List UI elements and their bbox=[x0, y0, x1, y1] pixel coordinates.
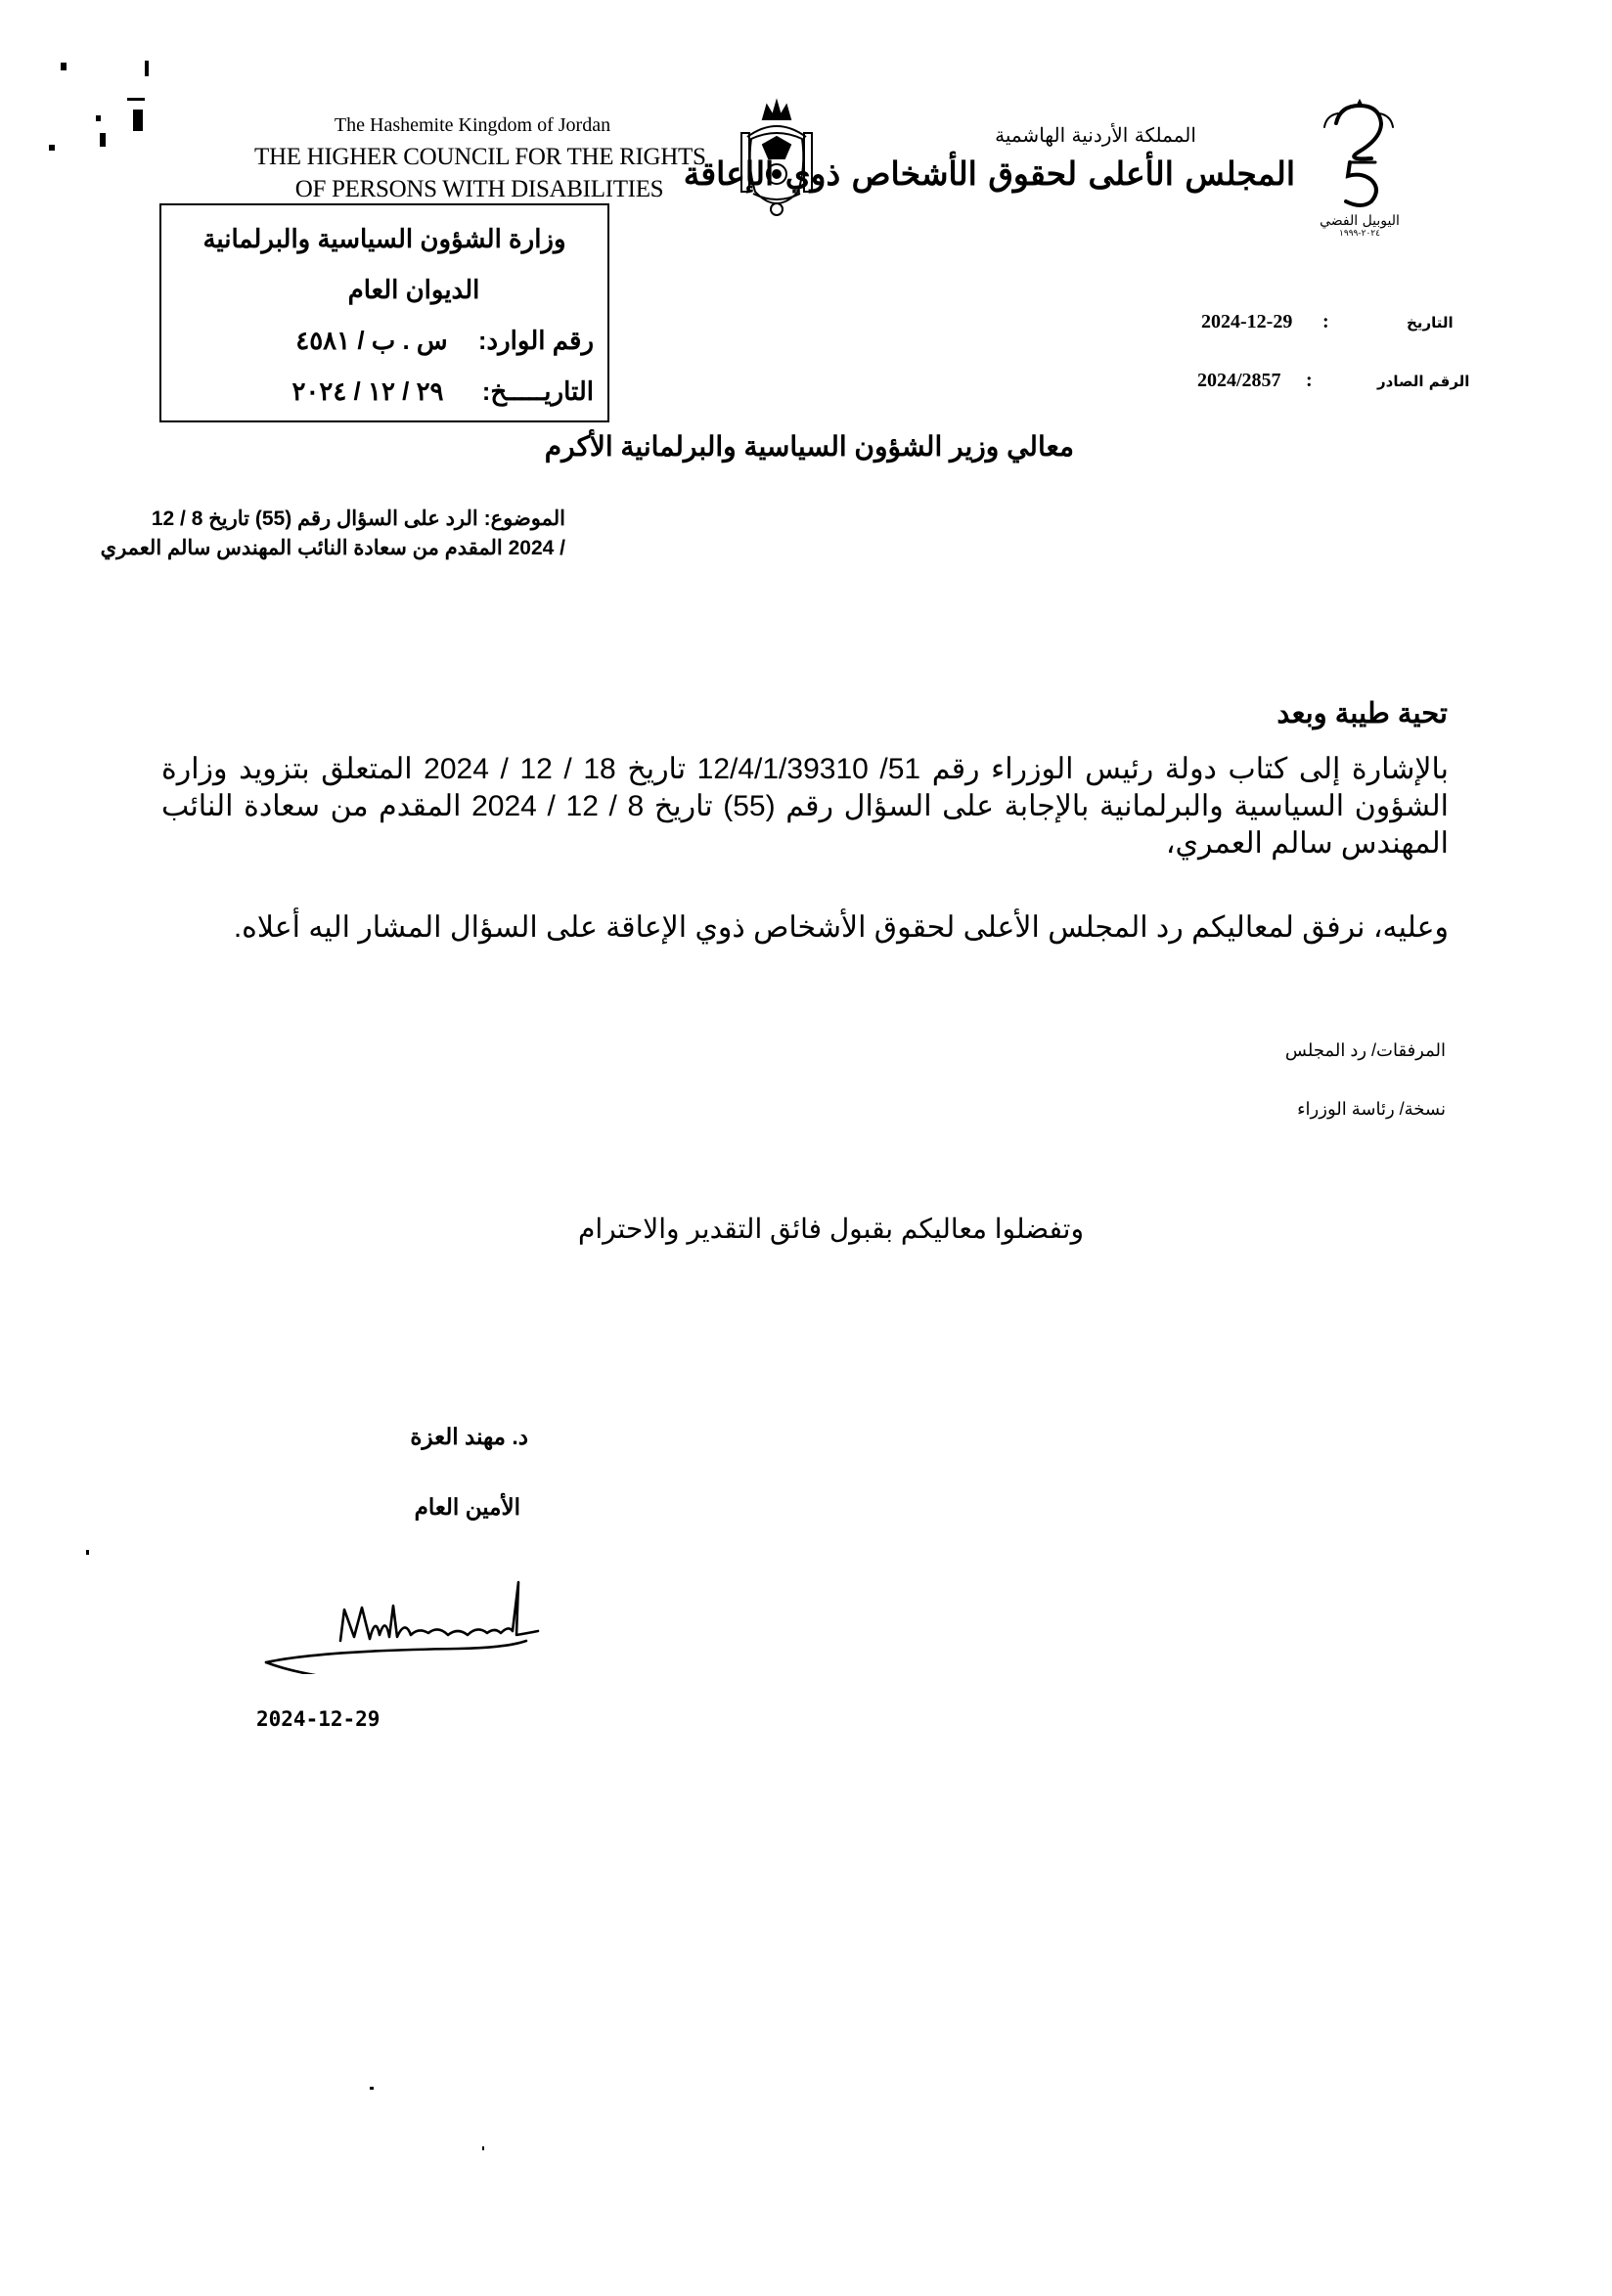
scan-speck bbox=[86, 1550, 89, 1555]
stamp-date-value: ٢٩ / ١٢ / ٢٠٢٤ bbox=[291, 376, 444, 406]
stamp-date-label: التاريـــــخ: bbox=[481, 376, 594, 406]
letterhead-arabic-kingdom: المملكة الأردنية الهاشمية bbox=[995, 123, 1196, 147]
letterhead-arabic-council: المجلس الأعلى لحقوق الأشخاص ذوي الإعاقة bbox=[683, 155, 1295, 193]
attachments-line: المرفقات/ رد المجلس bbox=[1284, 1040, 1446, 1060]
jubilee-caption: اليوبيل الفضي bbox=[1320, 213, 1400, 229]
jubilee-years: ٢٠٢٤-١٩٩٩ bbox=[1339, 229, 1380, 239]
meta-ref-sep: : bbox=[1306, 370, 1313, 391]
signatory-title: الأمين العام bbox=[414, 1494, 520, 1520]
stamp-incoming-row bbox=[175, 315, 594, 366]
handwritten-signature bbox=[262, 1576, 614, 1674]
signatory-name: د. مهند العزة bbox=[410, 1424, 528, 1449]
letterhead-english-kingdom: The Hashemite Kingdom of Jordan bbox=[334, 114, 611, 136]
meta-date-sep: : bbox=[1322, 311, 1329, 332]
closing-line: وتفضلوا معاليكم بقبول فائق التقدير والاحترام bbox=[577, 1214, 1084, 1244]
stamp-date-row bbox=[175, 366, 594, 417]
meta-ref-row bbox=[1193, 370, 1487, 399]
subject-line-1: الموضوع: الرد على السؤال رقم (55) تاريخ 8 / 12 bbox=[151, 508, 565, 530]
jubilee-25-icon bbox=[1311, 94, 1409, 211]
meta-ref-label: الرقم الصادر bbox=[1377, 373, 1470, 390]
addressee: معالي وزير الشؤون السياسية والبرلمانية الأكرم bbox=[544, 431, 1074, 462]
stamp-incoming-value: س . ب / ٤٥٨١ bbox=[295, 326, 448, 355]
body-paragraph-1: بالإشارة إلى كتاب دولة رئيس الوزراء رقم 51/ 12/4/1/39310 تاريخ 18 / 12 / 2024 المتعلق بتزويد وزارة الشؤون السياسية والبرلمانية بالإجابة على السؤال رقم (55) تاريخ 8 / 12 / 2024 المقدم من سعادة النائب المهندس سالم العمري، bbox=[161, 753, 1449, 860]
scan-speck bbox=[370, 2087, 374, 2090]
silver-jubilee-logo bbox=[1311, 94, 1409, 260]
meta-date-value: 2024-12-29 bbox=[1201, 311, 1293, 332]
letterhead-english-council-line1: THE HIGHER COUNCIL FOR THE RIGHTS bbox=[254, 144, 706, 170]
scan-artifacts bbox=[39, 49, 176, 156]
scan-speck bbox=[482, 2146, 484, 2150]
subject-line-2: / 2024 المقدم من سعادة النائب المهندس سالم العمري bbox=[100, 537, 565, 559]
meta-ref-value: 2024/2857 bbox=[1197, 370, 1281, 391]
subject-block bbox=[101, 505, 565, 563]
meta-date-row bbox=[1193, 311, 1487, 340]
stamp-department: الديوان العام bbox=[347, 275, 480, 304]
stamp-ministry: وزارة الشؤون السياسية والبرلمانية bbox=[202, 224, 566, 253]
meta-date-label: التاريخ bbox=[1407, 314, 1454, 331]
signed-date: 2024-12-29 bbox=[256, 1707, 381, 1731]
copy-to-line: نسخة/ رئاسة الوزراء bbox=[1297, 1099, 1446, 1119]
body-paragraph-2: وعليه، نرفق لمعاليكم رد المجلس الأعلى لحقوق الأشخاص ذوي الإعاقة على السؤال المشار اليه أعلاه. bbox=[233, 911, 1449, 944]
letterhead-english-council-line2: OF PERSONS WITH DISABILITIES bbox=[294, 176, 664, 202]
received-stamp bbox=[159, 203, 609, 422]
greeting: تحية طيبة وبعد bbox=[1276, 698, 1448, 729]
stamp-incoming-label: رقم الوارد: bbox=[477, 326, 594, 355]
